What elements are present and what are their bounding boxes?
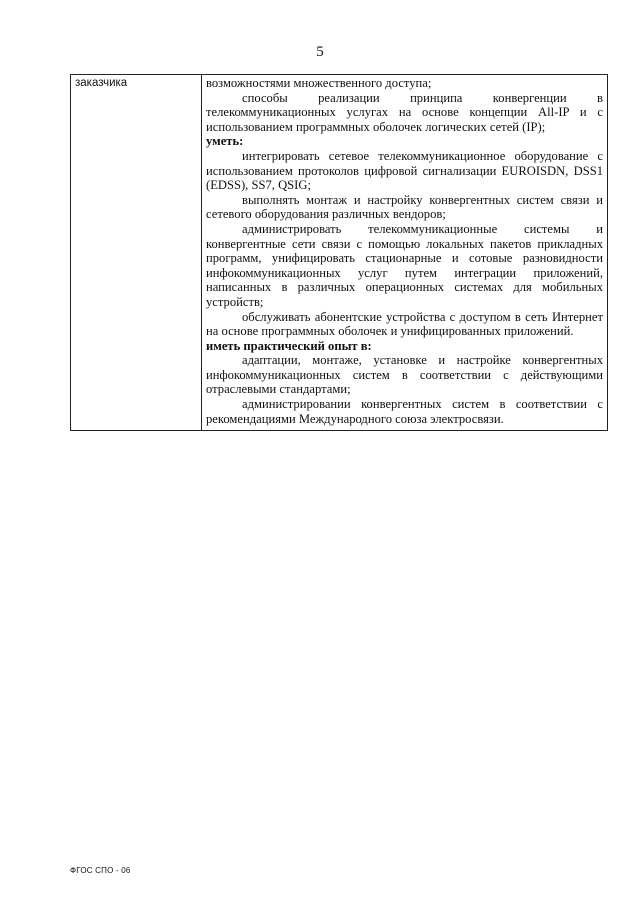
paragraph: возможностями множественного доступа; — [206, 76, 432, 90]
section-heading-umet: уметь: — [206, 134, 244, 149]
requirements-table — [70, 74, 608, 431]
list-item: интегрировать сетевое телекоммуникационное оборудование с использованием протоколов цифровой сигнализации EUROISDN, DSS1 (EDSS), SS7, QSIG; — [206, 148, 603, 193]
table-cell-right — [202, 75, 608, 431]
table-cell-left: заказчика — [71, 75, 202, 431]
list-item: администрировании конвергентных систем в соответствии с рекомендациями Международного союза электросвязи. — [206, 397, 603, 426]
list-item: адаптации, монтаже, установке и настройке конвергентных инфокоммуникационных систем в соответствии с действующими отраслевыми стандартами; — [206, 353, 603, 397]
list-item: выполнять монтаж и настройку конвергентных систем связи и сетевого оборудования различных вендоров; — [206, 192, 603, 222]
table-row — [71, 75, 608, 431]
list-item: обслуживать абонентские устройства с доступом в сеть Интернет на основе программных оболочек и унифицированных приложений. — [206, 309, 603, 339]
section-heading-opyt: иметь практический опыт в: — [206, 338, 372, 353]
footer-label: ФГОС СПО - 06 — [70, 866, 131, 875]
list-item: администрировать телекоммуникационные системы и конвергентные сети связи с помощью локальных пакетов прикладных программ, унифицировать стационарные и сотовые разновидности инфокоммуникационных услуг путем интеграции приложений, написанных в различных операционных системах для мобильных устройств; — [206, 221, 603, 309]
page-number: 5 — [316, 44, 324, 60]
paragraph: способы реализации принципа конвергенции в телекоммуникационных услугах на основе концепции All-IP и с использованием программных оболочек логических сетей (IP); — [206, 90, 603, 134]
